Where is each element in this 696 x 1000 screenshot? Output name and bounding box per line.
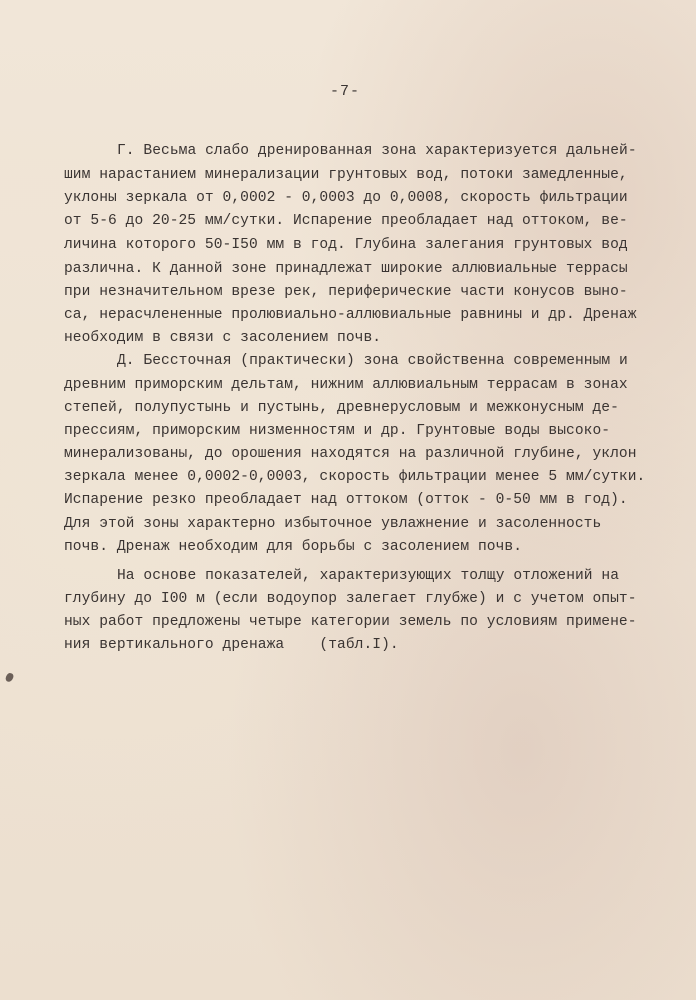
paragraph-g-line-5: личина которого 50-I50 мм в год. Глубина залегания грунтовых вод <box>64 237 628 253</box>
paragraph-d-line-2: древним приморским дельтам, нижним аллювиальным террасам в зонах <box>64 377 628 393</box>
paragraph-d-line-3: степей, полупустынь и пустынь, древнерусловым и межконусным де- <box>64 400 619 416</box>
paragraph-g-line-9: необходим в связи с засолением почв. <box>64 330 382 346</box>
paragraph-d-line-6: зеркала менее 0,0002-0,0003, скорость фильтрации менее 5 мм/сутки. <box>64 469 646 485</box>
paragraph-basis-line-1: На основе показателей, характеризующих толщу отложений на <box>117 568 620 584</box>
paragraph-basis-line-3: ных работ предложены четыре категории земель по условиям примене- <box>64 614 637 630</box>
ink-spot <box>5 672 15 683</box>
paragraph-d-line-8: Для этой зоны характерно избыточное увлажнение и засоленность <box>64 516 602 532</box>
paragraph-basis-line-4: ния вертикального дренажа (табл.I). <box>64 637 399 653</box>
paragraph-basis-line-2: глубину до I00 м (если водоупор залегает глубже) и с учетом опыт- <box>64 591 637 607</box>
paragraph-g-line-4: от 5-6 до 20-25 мм/сутки. Испарение преобладает над оттоком, ве- <box>64 213 628 229</box>
paragraph-g-line-1: Г. Весьма слабо дренированная зона характеризуется дальней- <box>117 143 637 159</box>
paragraph-d-line-4: прессиям, приморским низменностям и др. Грунтовые воды высоко- <box>64 423 611 439</box>
paragraph-d-line-7: Испарение резко преобладает над оттоком (отток - 0-50 мм в год). <box>64 492 628 508</box>
page-number: -7- <box>330 83 361 100</box>
paragraph-g-line-8: са, нерасчлененные пролювиально-аллювиальные равнины и др. Дренаж <box>64 307 637 323</box>
paragraph-g-line-2: шим нарастанием минерализации грунтовых вод, потоки замедленные, <box>64 167 628 183</box>
paragraph-g-line-7: при незначительном врезе рек, периферические части конусов выно- <box>64 284 628 300</box>
paragraph-g-line-3: уклоны зеркала от 0,0002 - 0,0003 до 0,0008, скорость фильтрации <box>64 190 628 206</box>
paragraph-d-line-1: Д. Бессточная (практически) зона свойственна современным и <box>117 353 628 369</box>
paragraph-g-line-6: различна. К данной зоне принадлежат широкие аллювиальные террасы <box>64 261 628 277</box>
paragraph-d-line-9: почв. Дренаж необходим для борьбы с засолением почв. <box>64 539 522 555</box>
paragraph-d-line-5: минерализованы, до орошения находятся на различной глубине, уклон <box>64 446 637 462</box>
